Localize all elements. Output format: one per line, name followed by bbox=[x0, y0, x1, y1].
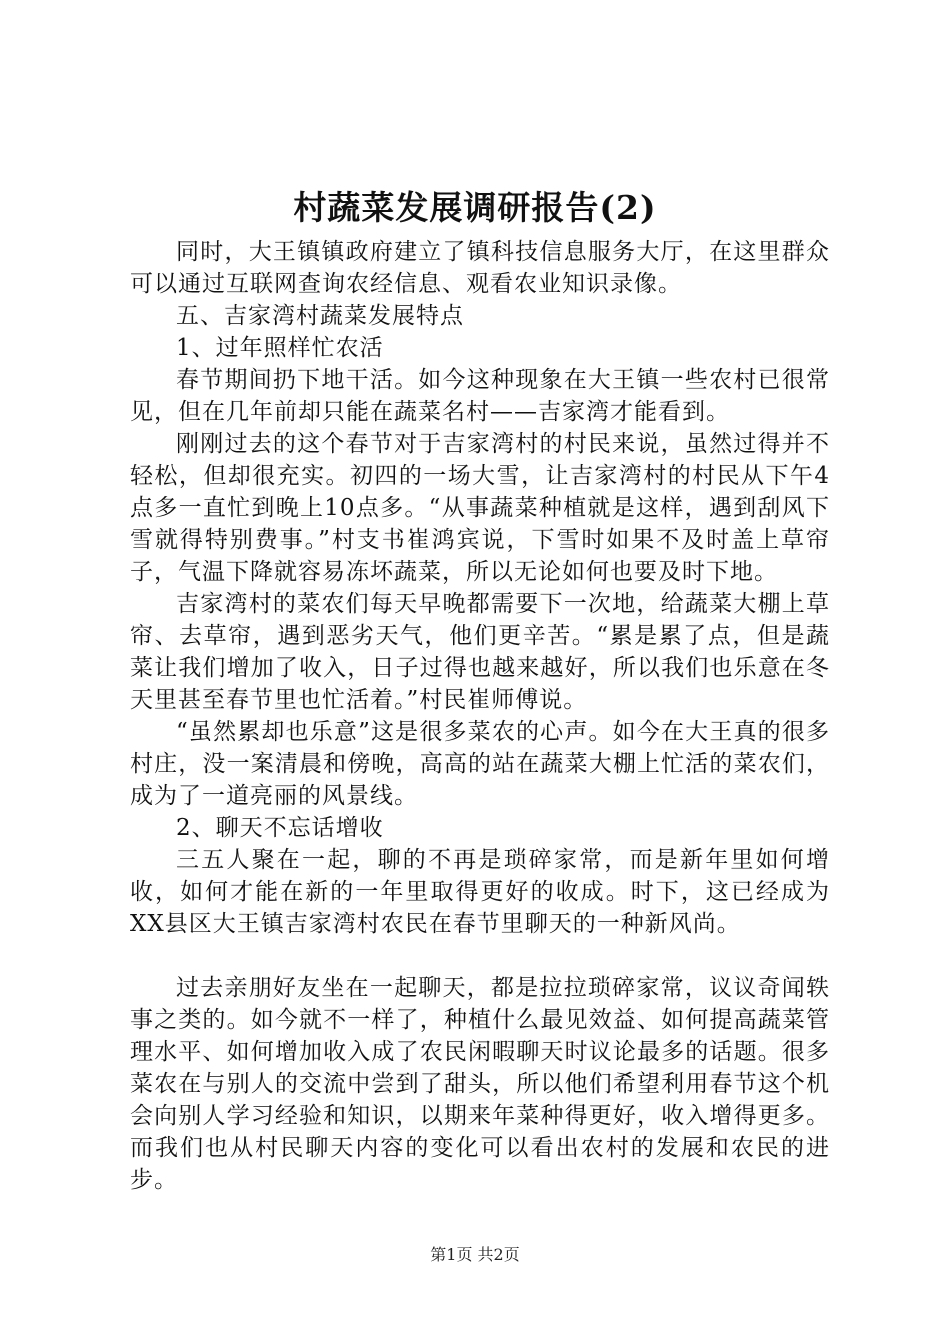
paragraph: “虽然累却也乐意”这是很多菜农的心声。如今在大王真的很多村庄，没一案清晨和傍晚，高高的站在蔬菜大棚上忙活的菜农们，成为了一道亮丽的风景线。 bbox=[130, 719, 830, 809]
paragraph: 吉家湾村的菜农们每天早晚都需要下一次地，给蔬菜大棚上草帘、去草帘，遇到恶劣天气，他们更辛苦。“累是累了点，但是蔬菜让我们增加了收入，日子过得也越来越好，所以我们也乐意在冬天里甚至春节里也忙活着。”村民崔师傅说。 bbox=[130, 591, 830, 713]
subsection-heading-1: 1、过年照样忙农活 bbox=[176, 335, 384, 361]
paragraph: 春节期间扔下地干活。如今这种现象在大王镇一些农村已很常见，但在几年前却只能在蔬菜名村——吉家湾才能看到。 bbox=[130, 367, 830, 425]
section-heading-5: 五、吉家湾村蔬菜发展特点 bbox=[176, 303, 464, 329]
paragraph-intro: 同时，大王镇镇政府建立了镇科技信息服务大厅，在这里群众可以通过互联网查询农经信息、观看农业知识录像。 bbox=[130, 239, 830, 297]
document-body bbox=[130, 236, 830, 1196]
paragraph: 刚刚过去的这个春节对于吉家湾村的村民来说，虽然过得并不轻松，但却很充实。初四的一场大雪，让吉家湾村的村民从下午4点多一直忙到晚上10点多。“从事蔬菜种植就是这样，遇到刮风下雪就得特别费事。”村支书崔鸿宾说，下雪时如果不及时盖上草帘子，气温下降就容易冻坏蔬菜，所以无论如何也要及时下地。 bbox=[130, 431, 830, 585]
document-title: 村蔬菜发展调研报告(2) bbox=[293, 188, 657, 227]
paragraph: 过去亲朋好友坐在一起聊天，都是拉拉琐碎家常，议议奇闻轶事之类的。如今就不一样了，种植什么最见效益、如何提高蔬菜管理水平、如何增加收入成了农民闲暇聊天时议论最多的话题。很多菜农在与别人的交流中尝到了甜头，所以他们希望利用春节这个机会向别人学习经验和知识，以期来年菜种得更好，收入增得更多。而我们也从村民聊天内容的变化可以看出农村的发展和农民的进步。 bbox=[130, 975, 830, 1193]
paragraph: 三五人聚在一起，聊的不再是琐碎家常，而是新年里如何增收，如何才能在新的一年里取得更好的收成。时下，这已经成为XX县区大王镇吉家湾村农民在春节里聊天的一种新风尚。 bbox=[130, 847, 830, 937]
page-footer: 第1页 共2页 bbox=[430, 1245, 520, 1264]
subsection-heading-2: 2、聊天不忘话增收 bbox=[176, 815, 384, 841]
